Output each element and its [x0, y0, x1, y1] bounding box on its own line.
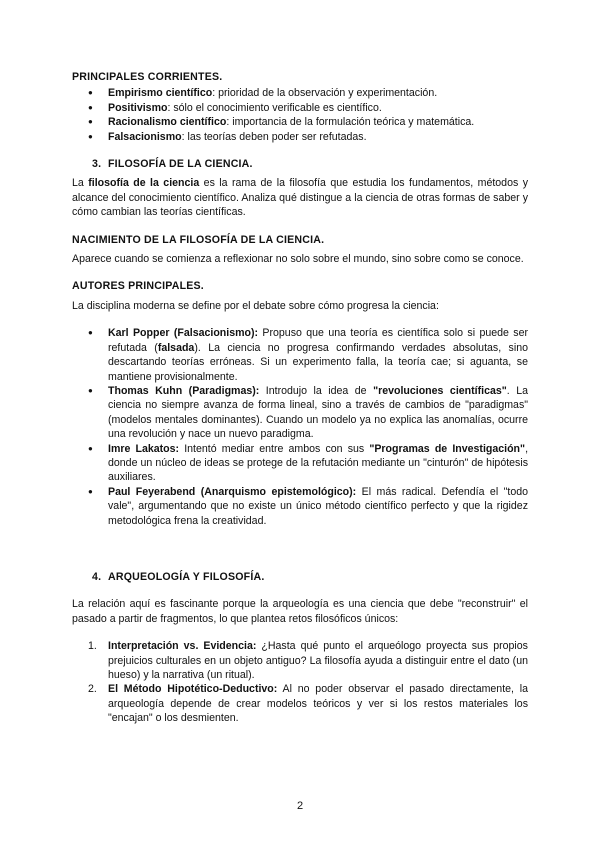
- text: Propuso que una teoría es científica solo si puede ser refutada (: [108, 327, 528, 354]
- term: filosofía de la ciencia: [88, 177, 200, 190]
- section-number: 4.: [92, 570, 102, 583]
- heading-principales-corrientes: PRINCIPALES CORRIENTES.: [72, 71, 223, 83]
- paragraph-filosofia-ciencia: [72, 176, 528, 219]
- text: es la rama de la filosofía que estudia los fundamentos, métodos y alcance del conocimiento científico. Analiza qué distingue a la ciencia de otras formas de saber y cómo cambian las teorías científicas.: [72, 177, 528, 219]
- term: Empirismo científico: [108, 87, 213, 100]
- paragraph-nacimiento: Aparece cuando se comienza a reflexionar no solo sobre el mundo, sino sobre como se conoce.: [72, 253, 524, 266]
- item-text: : sólo el conocimiento verificable es científico.: [167, 101, 382, 114]
- list-item-popper: [88, 326, 528, 384]
- term: Positivismo: [108, 101, 168, 114]
- paragraph-autores-intro: La disciplina moderna se define por el debate sobre cómo progresa la ciencia:: [72, 299, 439, 312]
- text: El más radical. Defendía el "todo vale", argumentando que no existe un único método científico perfecto y que la rigidez metodológica frena la creatividad.: [108, 485, 528, 527]
- page-number: 2: [296, 800, 304, 812]
- author-name: Imre Lakatos:: [108, 442, 180, 455]
- item-text: : las teorías deben poder ser refutadas.: [181, 130, 367, 143]
- list-item: [88, 115, 528, 129]
- section-title: FILOSOFÍA DE LA CIENCIA.: [108, 158, 253, 171]
- author-name: Karl Popper (Falsacionismo):: [108, 327, 259, 340]
- list-item: [88, 86, 528, 100]
- heading-nacimiento: NACIMIENTO DE LA FILOSOFÍA DE LA CIENCIA.: [72, 233, 325, 246]
- list-item-kuhn: [88, 384, 528, 442]
- list-item-lakatos: [88, 442, 528, 485]
- section-number: 3.: [92, 158, 102, 171]
- list-item: [88, 639, 528, 682]
- text: , donde un núcleo de ideas se protege de la refutación mediante un "cinturón" de hipótesis auxiliares.: [108, 442, 529, 484]
- arqueologia-list: [72, 639, 528, 725]
- term: El Método Hipotético-Deductivo:: [108, 683, 278, 696]
- heading-arqueologia: [72, 570, 528, 584]
- paragraph-arqueologia: La relación aquí es fascinante porque la arqueología es una ciencia que debe "reconstruir" el pasado a partir de fragmentos, lo que plantea retos filosóficos únicos:: [72, 598, 528, 625]
- heading-autores: AUTORES PRINCIPALES.: [72, 280, 204, 293]
- term: "revoluciones científicas": [373, 384, 507, 397]
- author-name: Paul Feyerabend (Anarquismo epistemológico):: [108, 485, 357, 498]
- term: Interpretación vs. Evidencia:: [108, 640, 257, 653]
- term: falsada: [157, 341, 195, 354]
- term: "Programas de Investigación": [369, 442, 526, 455]
- term: Falsacionismo: [108, 130, 182, 143]
- list-item-feyerabend: [88, 485, 528, 528]
- author-name: Thomas Kuhn (Paradigmas):: [108, 384, 260, 397]
- item-text: : prioridad de la observación y experimentación.: [212, 87, 438, 100]
- text: ¿Hasta qué punto el arqueólogo proyecta sus propios prejuicios culturales en un objeto antiguo? La filosofía ayuda a distinguir entre el dato (un hueso) y la narrativa (un ritual).: [108, 640, 528, 681]
- text: La: [72, 177, 89, 190]
- autores-list: [72, 326, 528, 528]
- text: Introdujo la idea de: [259, 384, 374, 397]
- text: Al no poder observar el pasado directamente, la arqueología depende de crear modelos teóricos y ver si los restos materiales los "encajan" o los desmienten.: [108, 683, 529, 725]
- text: Intentó mediar entre ambos con sus: [179, 442, 370, 455]
- list-item: [88, 101, 528, 115]
- text: . La ciencia no siempre avanza de forma lineal, sino a través de cambios de "paradigmas" (modelos mentales dominantes). Cuando un modelo ya no explica las anomalías, ocurre una revolución y nace un nuevo paradigma.: [108, 384, 528, 441]
- item-text: : importancia de la formulación teórica y matemática.: [226, 116, 475, 129]
- item-number: 1.: [88, 640, 97, 653]
- list-item: [88, 130, 528, 144]
- text: ). La ciencia no progresa confirmando verdades absolutas, sino descartando teorías erróneas. Si un experimento falla, la teoría cae; si aguanta, se mantiene provisionalmente.: [108, 341, 528, 383]
- item-number: 2.: [88, 683, 97, 696]
- heading-filosofia-ciencia: [72, 157, 528, 171]
- term: Racionalismo científico: [108, 116, 227, 129]
- section-title: ARQUEOLOGÍA Y FILOSOFÍA.: [108, 570, 265, 583]
- corrientes-list: [72, 86, 528, 144]
- list-item: [88, 682, 528, 725]
